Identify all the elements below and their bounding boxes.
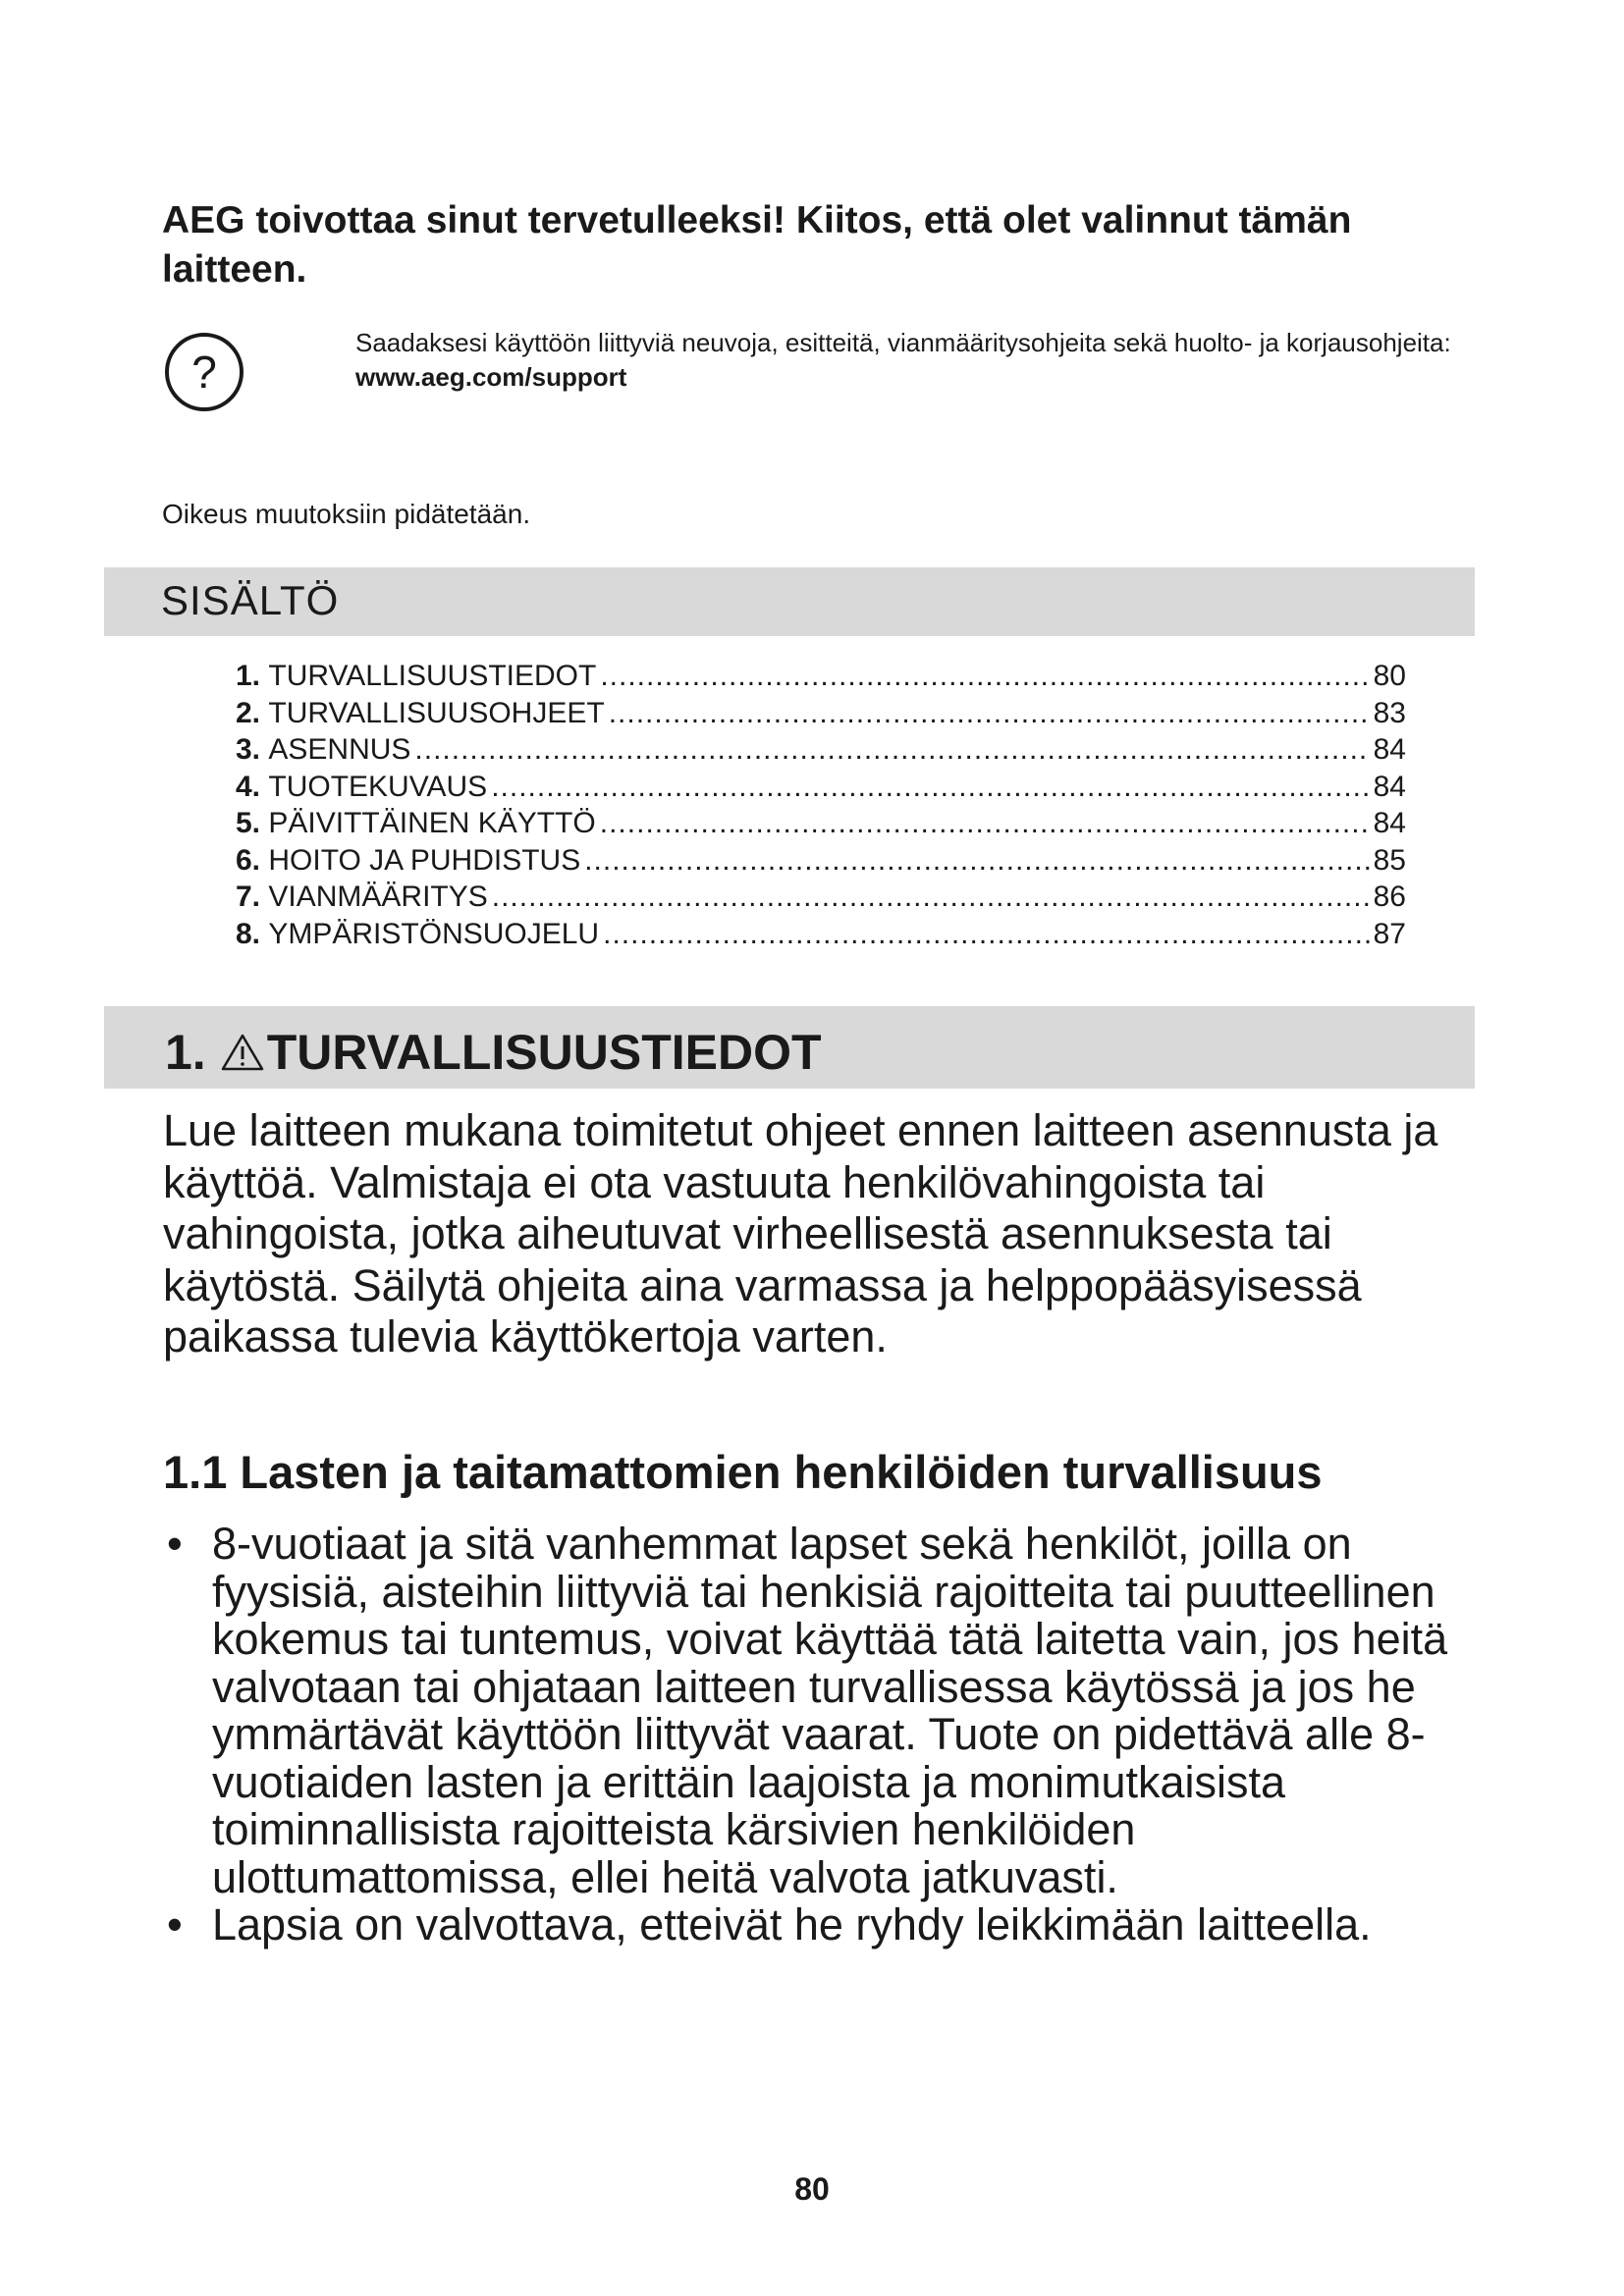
page-number: 80 <box>794 2171 830 2207</box>
toc-item[interactable] <box>236 805 1406 842</box>
bullet-mark: • <box>167 1519 183 1569</box>
toc-leader-dots <box>600 805 1370 842</box>
rights-notice: Oikeus muutoksiin pidätetään. <box>162 499 531 529</box>
toc-leader-dots <box>491 769 1369 806</box>
toc-item[interactable] <box>236 731 1406 769</box>
toc-item-number: 2. <box>236 696 261 729</box>
toc-item-page: 87 <box>1373 917 1406 950</box>
toc-header-bar <box>104 567 1475 636</box>
section-title-text: TURVALLISUUSTIEDOT <box>266 1025 822 1080</box>
section-header-bar <box>104 1006 1475 1089</box>
table-of-contents <box>236 658 1406 952</box>
list-item-text: 8-vuotiaat ja sitä vanhemmat lapset sekä henkilöt, joilla on fyysisiä, aisteihin liittyviä tai henkisiä rajoitteita tai puutteellinen kokemus tai tuntemus, voivat käyttää tätä laitetta vain, jos heitä valvotaan tai ohjataan laitteen turvallisessa käytössä ja jos he ymmärtävät käyttöön liittyvät vaarat. Tuote on pidettävä alle 8-vuotiaiden lasten ja erittäin laajoista ja monimutkaisista toiminnallisista rajoitteista kärsivien henkilöiden ulottumattomissa, ellei heitä valvota jatkuvasti. <box>212 1519 1448 1902</box>
toc-item-page: 84 <box>1373 770 1406 803</box>
section-intro: Lue laitteen mukana toimitetut ohjeet ennen laitteen asennusta ja käyttöä. Valmistaja ei ota vastuuta henkilövahingoista tai vahingoista, jotka aiheutuvat virheellisestä asennuksesta tai käytöstä. Säilytä ohjeita aina varmassa ja helppopääsyisessä paikassa tulevia käyttökertoja varten. <box>163 1105 1438 1362</box>
toc-title: SISÄLTÖ <box>161 577 340 623</box>
toc-item-page: 80 <box>1373 660 1406 692</box>
toc-item-number: 5. <box>236 807 261 839</box>
toc-item[interactable] <box>236 769 1406 806</box>
warning-triangle-icon <box>220 1033 265 1072</box>
toc-item-label: VIANMÄÄRITYS <box>268 881 488 913</box>
toc-item-label: TUOTEKUVAUS <box>268 770 488 803</box>
toc-item-label: YMPÄRISTÖNSUOJELU <box>268 917 600 950</box>
toc-leader-dots <box>603 916 1370 953</box>
toc-item-page: 84 <box>1373 807 1406 839</box>
question-circle-icon <box>163 331 245 413</box>
toc-item-label: HOITO JA PUHDISTUS <box>268 843 581 877</box>
toc-item-label: PÄIVITTÄINEN KÄYTTÖ <box>268 807 596 839</box>
support-description: Saadaksesi käyttöön liittyviä neuvoja, esitteitä, vianmääritysohjeita sekä huolto- ja korjausohjeita: <box>355 328 1451 357</box>
toc-item-label: ASENNUS <box>268 733 411 766</box>
bullet-list <box>163 1521 1479 1949</box>
svg-text:?: ? <box>191 347 217 398</box>
toc-item[interactable] <box>236 695 1406 732</box>
toc-leader-dots <box>492 879 1370 916</box>
toc-item[interactable] <box>236 879 1406 916</box>
toc-item-number: 7. <box>236 881 261 913</box>
toc-item-label: TURVALLISUUSOHJEET <box>268 696 605 729</box>
bullet-mark: • <box>167 1899 183 1949</box>
list-item <box>163 1521 1479 1901</box>
toc-item[interactable] <box>236 842 1406 880</box>
toc-leader-dots <box>584 842 1369 880</box>
toc-item-number: 6. <box>236 843 261 877</box>
toc-leader-dots <box>600 658 1369 695</box>
toc-item-page: 85 <box>1373 843 1406 877</box>
section-title <box>165 1024 822 1081</box>
support-info <box>355 326 1465 395</box>
toc-item-number: 1. <box>236 660 261 692</box>
toc-item-number: 8. <box>236 917 261 950</box>
subsection-title: 1.1 Lasten ja taitamattomien henkilöiden turvallisuus <box>163 1446 1323 1498</box>
toc-item-number: 3. <box>236 733 261 766</box>
toc-item-page: 86 <box>1373 881 1406 913</box>
welcome-heading: AEG toivottaa sinut tervetulleeksi! Kiitos, että olet valinnut tämän laitteen. <box>162 199 1352 291</box>
section-number: 1. <box>165 1025 206 1080</box>
list-item-text: Lapsia on valvottava, etteivät he ryhdy leikkimään laitteella. <box>212 1899 1372 1949</box>
support-link[interactable]: www.aeg.com/support <box>355 362 627 392</box>
toc-item-page: 83 <box>1373 696 1406 729</box>
toc-item[interactable] <box>236 916 1406 953</box>
toc-leader-dots <box>609 695 1370 732</box>
toc-item[interactable] <box>236 658 1406 695</box>
toc-leader-dots <box>414 731 1369 769</box>
list-item <box>163 1901 1479 1949</box>
toc-item-number: 4. <box>236 770 261 803</box>
toc-item-label: TURVALLISUUSTIEDOT <box>268 660 597 692</box>
toc-item-page: 84 <box>1373 733 1406 766</box>
